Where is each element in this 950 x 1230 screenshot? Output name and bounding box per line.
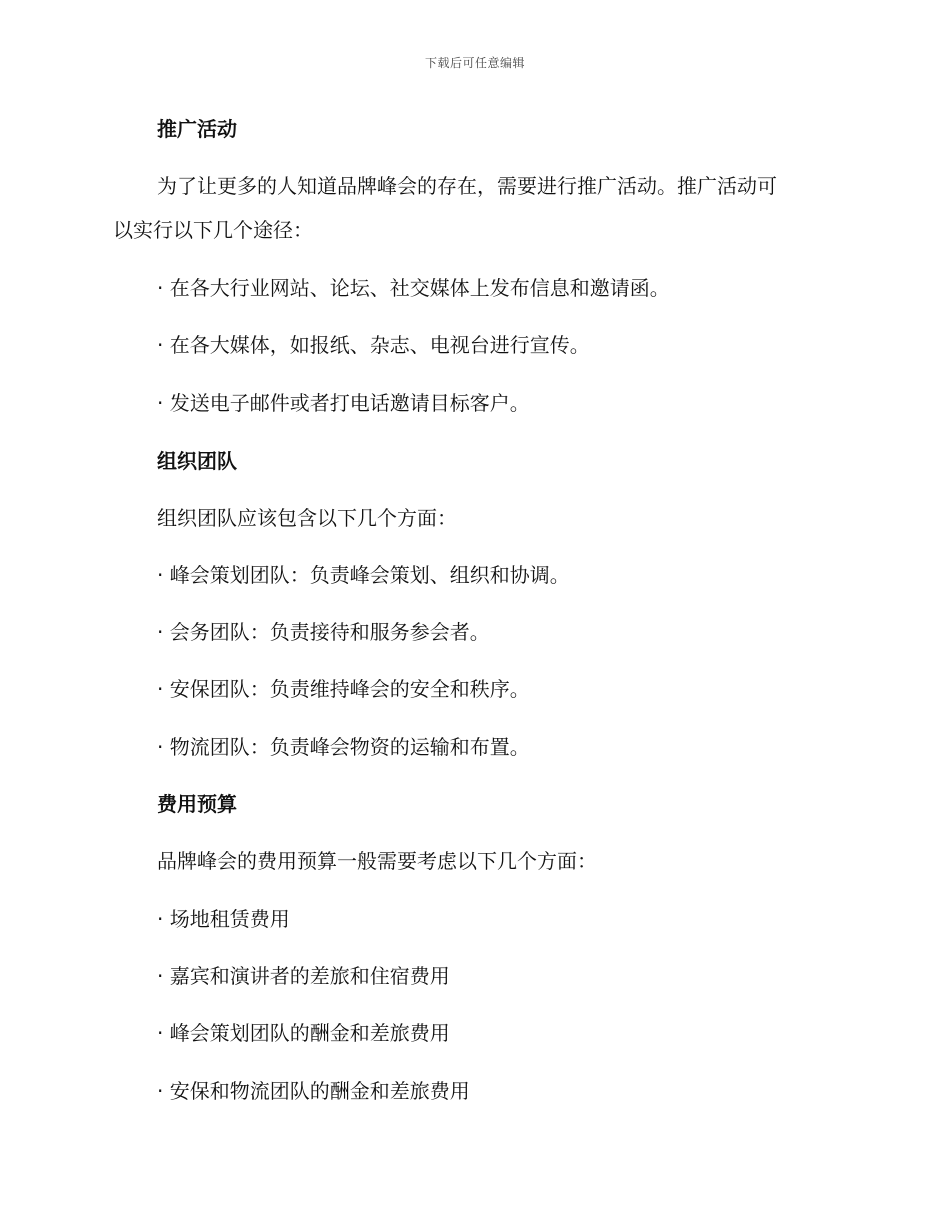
- list-item: · 场地租赁费用: [157, 907, 290, 931]
- list-item: · 物流团队：负责峰会物资的运输和布置。: [157, 735, 530, 759]
- list-item: · 在各大媒体，如报纸、杂志、电视台进行宣传。: [157, 333, 590, 357]
- list-item: · 发送电子邮件或者打电话邀请目标客户。: [157, 391, 530, 415]
- section-heading-budget: 费用预算: [157, 792, 237, 816]
- section-heading-promotion: 推广活动: [157, 117, 237, 141]
- list-item: · 会务团队：负责接待和服务参会者。: [157, 620, 490, 644]
- section-heading-team: 组织团队: [157, 449, 237, 473]
- paragraph-team-intro: 组织团队应该包含以下几个方面：: [157, 506, 457, 530]
- list-item: · 在各大行业网站、论坛、社交媒体上发布信息和邀请函。: [157, 276, 670, 300]
- paragraph-promotion-intro: 为了让更多的人知道品牌峰会的存在，需要进行推广活动。推广活动可: [157, 174, 777, 198]
- list-item: · 峰会策划团队的酬金和差旅费用: [157, 1021, 450, 1045]
- list-item: · 峰会策划团队：负责峰会策划、组织和协调。: [157, 563, 570, 587]
- list-item: · 安保团队：负责维持峰会的安全和秩序。: [157, 677, 530, 701]
- list-item: · 嘉宾和演讲者的差旅和住宿费用: [157, 964, 450, 988]
- paragraph-budget-intro: 品牌峰会的费用预算一般需要考虑以下几个方面：: [157, 849, 597, 873]
- paragraph-promotion-intro-cont: 以实行以下几个途径：: [113, 218, 313, 242]
- page-header: 下载后可任意编辑: [424, 56, 525, 70]
- list-item: · 安保和物流团队的酬金和差旅费用: [157, 1079, 470, 1103]
